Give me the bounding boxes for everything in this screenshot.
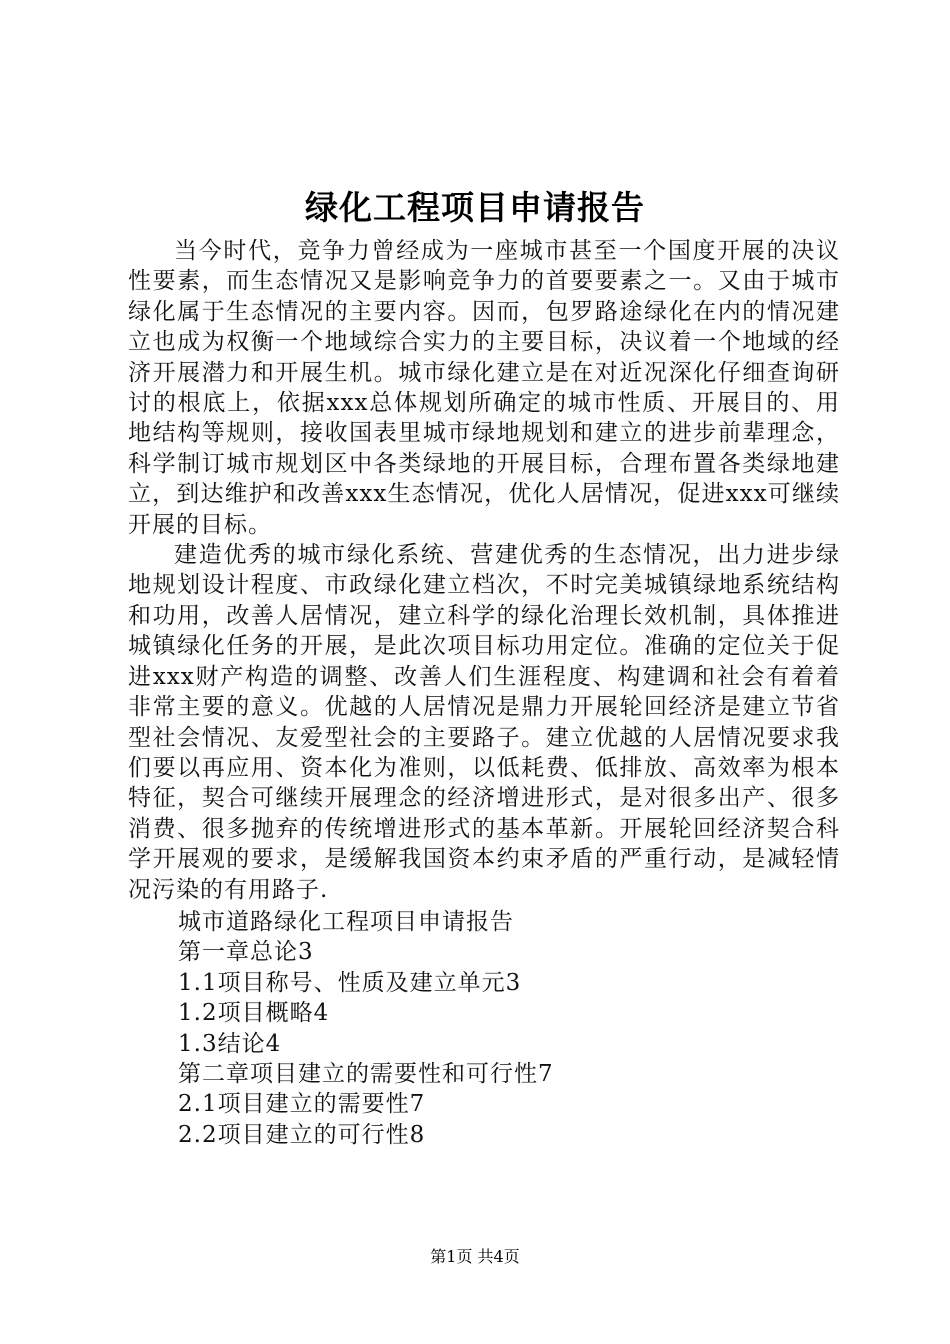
toc-line: 1.1项目称号、性质及建立单元3	[178, 969, 522, 996]
toc-line: 1.2项目概略4	[178, 1000, 330, 1027]
toc-line: 1.3结论4	[178, 1030, 282, 1057]
paragraph-2: 建造优秀的城市绿化系统、营建优秀的生态情况，出力进步绿地规划设计程度、市政绿化建立档次，不时完美城镇绿地系统结构和功用，改善人居情况，建立科学的绿化治理长效机制，具体推进城镇绿化任务的开展，是此次项目标功用定位。准确的定位关于促进xxx财产构造的调整、改善人们生涯程度、构建调和社会有着着非常主要的意义。优越的人居情况是鼎力开展轮回经济是建立节省型社会情况、友爱型社会的主要路子。建立优越的人居情况要求我们要以再应用、资本化为准则，以低耗费、低排放、高效率为根本特征，契合可继续开展理念的经济增进形式，是对很多出产、很多消费、很多抛弃的传统增进形式的基本革新。开展轮回经济契合科学开展观的要求，是缓解我国资本约束矛盾的严重行动，是减轻情况污染的有用路子.	[128, 542, 840, 903]
document-body	[128, 236, 840, 1150]
toc-line: 第二章项目建立的需要性和可行性7	[178, 1060, 554, 1087]
document-title: 绿化工程项目申请报告	[305, 188, 645, 227]
table-of-contents	[128, 907, 840, 1150]
paragraph-1: 当今时代，竞争力曾经成为一座城市甚至一个国度开展的决议性要素，而生态情况又是影响竞争力的首要要素之一。又由于城市绿化属于生态情况的主要内容。因而，包罗路途绿化在内的情况建立也成为权衡一个地域综合实力的主要目标，决议着一个地域的经济开展潜力和开展生机。城市绿化建立是在对近况深化仔细查询研讨的根底上，依据xxx总体规划所确定的城市性质、开展目的、用地结构等规则，接收国表里城市绿地规划和建立的进步前辈理念，科学制订城市规划区中各类绿地的开展目标，合理布置各类绿地建立，到达维护和改善xxx生态情况，优化人居情况，促进xxx可继续开展的目标。	[128, 238, 840, 538]
toc-line: 2.1项目建立的需要性7	[178, 1091, 426, 1118]
page-footer: 第1页 共4页	[430, 1247, 520, 1266]
toc-line: 2.2项目建立的可行性8	[178, 1121, 426, 1148]
toc-line: 第一章总论3	[178, 939, 314, 966]
toc-line: 城市道路绿化工程项目申请报告	[178, 908, 514, 935]
